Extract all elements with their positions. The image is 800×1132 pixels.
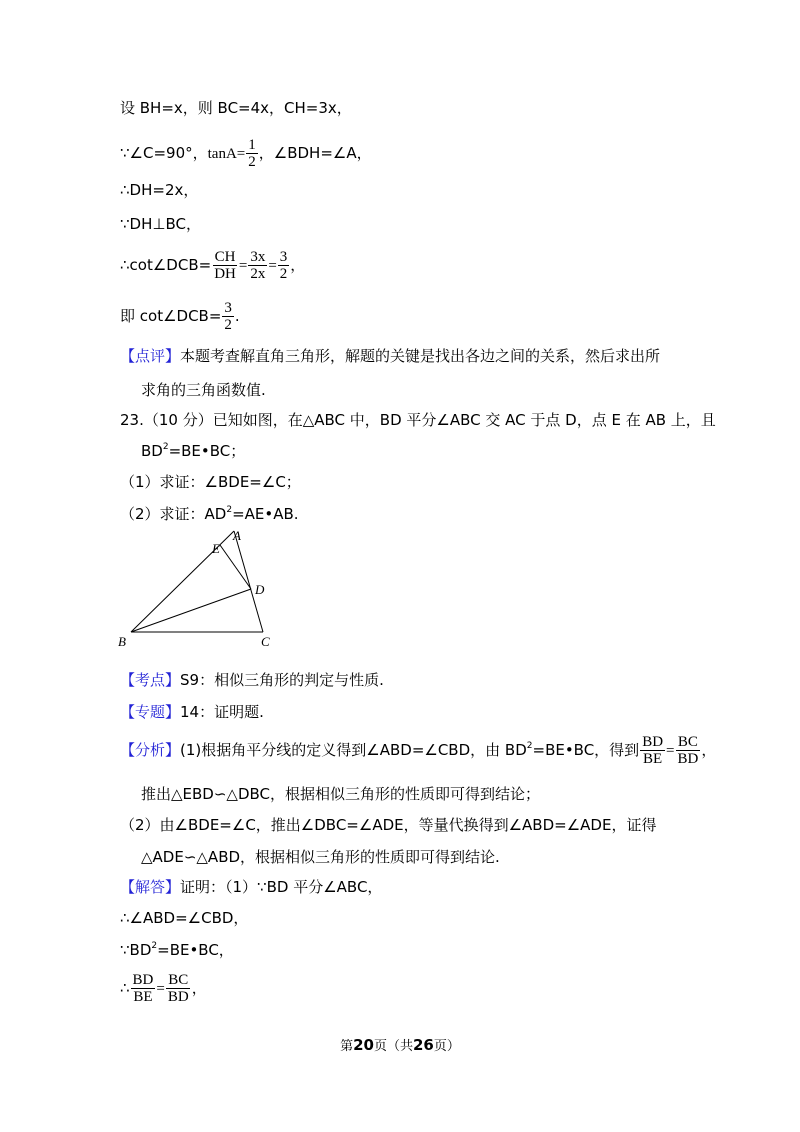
fraction-three-half: $\frac{3}{2}$	[279, 249, 288, 282]
label-c: C	[261, 634, 270, 649]
fenxi-line-3: （2）由∠BDE=∠C，推出∠DBC=∠ADE，等量代换得到∠ABD=∠ADE，证得	[120, 816, 657, 834]
question-23-part-1: （1）求证：∠BDE=∠C；	[120, 473, 301, 491]
fraction-three-half-2: $\frac{3}{2}$	[224, 300, 232, 333]
fenxi-line-2: 推出△EBD∽△DBC，根据相似三角形的性质即可得到结论；	[141, 785, 541, 803]
fraction-3x-2x: $\frac{3x}{2x}$	[250, 249, 266, 282]
page-footer: 第20页（共26页）	[340, 1036, 460, 1054]
segment-bd	[131, 589, 251, 632]
fenxi-line-1: 【分析】(1)根据角平分线的定义得到∠ABD=∠CBD，由 $BD^2=BE•BC$，得到 $\frac{BD}{BE}$ = $\frac{BC}{BD}$ ，	[120, 734, 717, 767]
fraction-one-half: $\frac{1}{2}$	[248, 137, 256, 170]
fraction-bd-be: $\frac{BD}{BE}$	[642, 734, 664, 767]
kaodian-line: 【考点】S9：相似三角形的判定与性质.	[120, 671, 384, 689]
page-number: 20	[353, 1036, 374, 1054]
solution-line-3: ∴DH=2x，	[120, 181, 199, 199]
tan-label: tanA=	[207, 146, 246, 162]
solution-line-1: 设 BH=x，则 BC=4x，CH=3x，	[120, 99, 352, 117]
triangle-figure	[116, 528, 286, 653]
label-a: A	[233, 528, 241, 543]
segment-ed	[220, 545, 251, 589]
zhuanti-tag: 【专题】	[120, 703, 181, 721]
solution-line-5: ∴cot∠DCB= $\frac{CH}{DH}$ = $\frac{3x}{2x}$ = $\frac{3}{2}$ ，	[120, 249, 306, 282]
zhuanti-line: 【专题】14：证明题.	[120, 703, 264, 721]
proof-line-4: ∴ $\frac{BD}{BE}$ = $\frac{BC}{BD}$ ，	[120, 972, 207, 1005]
jieda-tag: 【解答】	[120, 878, 181, 896]
review-line-2: 求角的三角函数值.	[141, 381, 266, 399]
proof-line-2: ∴∠ABD=∠CBD，	[120, 909, 249, 927]
solution-line-6: 即 cot∠DCB= $\frac{3}{2}$ .	[120, 300, 240, 333]
fraction-bd-be-2: $\frac{BD}{BE}$	[132, 972, 154, 1005]
review-line-1: 【点评】本题考查解直角三角形，解题的关键是找出各边之间的关系，然后求出所	[120, 347, 661, 365]
question-23-part-2: （2）求证：$AD^2=AE•AB$.	[120, 505, 299, 523]
fenxi-tag: 【分析】	[120, 741, 181, 759]
fenxi-line-4: △ADE∽△ABD，根据相似三角形的性质即可得到结论.	[141, 848, 500, 866]
solution-line-2: ∵∠C=90°，tanA= $\frac{1}{2}$ ，∠BDH=∠A，	[120, 137, 372, 170]
label-d: D	[255, 582, 265, 597]
fraction-bc-bd: $\frac{BC}{BD}$	[677, 734, 699, 767]
label-b: B	[118, 634, 126, 649]
question-23-line-2: $BD^2=BE•BC$；	[141, 442, 246, 460]
review-tag: 【点评】	[120, 347, 181, 365]
jieda-line-1: 【解答】证明：（1）∵BD 平分∠ABC，	[120, 878, 383, 896]
kaodian-tag: 【考点】	[120, 671, 181, 689]
question-23-line-1: 23.（10 分）已知如图，在△ABC 中，BD 平分∠ABC 交 AC 于点 D，点 E 在 AB 上，且	[120, 411, 716, 429]
fraction-bc-bd-2: $\frac{BC}{BD}$	[167, 972, 189, 1005]
page-total: 26	[413, 1036, 434, 1054]
label-e: E	[212, 541, 220, 556]
solution-line-4: ∵DH⊥BC，	[120, 215, 201, 233]
fraction-ch-dh: $\frac{CH}{DH}$	[214, 249, 236, 282]
proof-line-3: $\because BD^2=BE•BC$，	[120, 941, 234, 959]
